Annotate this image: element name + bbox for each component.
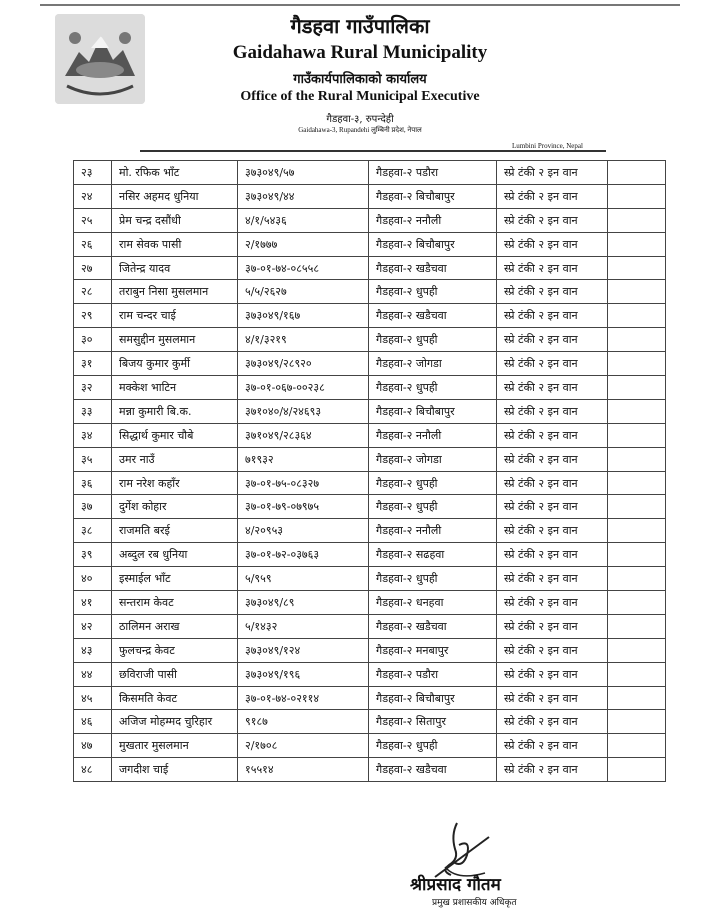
id-number-cell: ५/१४३२: [238, 614, 369, 638]
item-cell: स्प्रे टंकी २ इन वान: [497, 519, 608, 543]
address-cell: गैडहवा-२ धुपही: [369, 471, 497, 495]
address-cell: गैडहवा-२ जोगडा: [369, 352, 497, 376]
id-number-cell: ३७-०१-७४-०२११४: [238, 686, 369, 710]
blank-cell: [608, 184, 666, 208]
blank-cell: [608, 758, 666, 782]
name-cell: नसिर अहमद धुनिया: [112, 184, 238, 208]
blank-cell: [608, 328, 666, 352]
blank-cell: [608, 495, 666, 519]
name-cell: मो. रफिक भाँट: [112, 161, 238, 185]
name-cell: राजमति बरई: [112, 519, 238, 543]
table-row: [74, 232, 666, 256]
table-row: [74, 208, 666, 232]
address-cell: गैडहवा-२ सढहवा: [369, 543, 497, 567]
serial-number-cell: ४३: [74, 638, 112, 662]
item-cell: स्प्रे टंकी २ इन वान: [497, 638, 608, 662]
address-cell: गैडहवा-२ बिचौबापुर: [369, 184, 497, 208]
item-cell: स्प्रे टंकी २ इन वान: [497, 591, 608, 615]
blank-cell: [608, 710, 666, 734]
item-cell: स्प्रे टंकी २ इन वान: [497, 758, 608, 782]
name-cell: अब्दुल रब धुनिया: [112, 543, 238, 567]
address-cell: गैडहवा-२ धुपही: [369, 328, 497, 352]
table-row: [74, 638, 666, 662]
table-row: [74, 256, 666, 280]
address-cell: गैडहवा-२ खडैचवा: [369, 614, 497, 638]
name-cell: उमर नाउँ: [112, 447, 238, 471]
name-cell: फुलचन्द्र केवट: [112, 638, 238, 662]
blank-cell: [608, 662, 666, 686]
blank-cell: [608, 376, 666, 400]
item-cell: स्प्रे टंकी २ इन वान: [497, 543, 608, 567]
municipality-title-english: Gaidahawa Rural Municipality: [232, 42, 488, 63]
id-number-cell: ३७-०१-७२-०३७६३: [238, 543, 369, 567]
serial-number-cell: २९: [74, 304, 112, 328]
address-cell: गैडहवा-२ ननौली: [369, 423, 497, 447]
id-number-cell: ३७-०१-७५-०८३२७: [238, 471, 369, 495]
table-row: [74, 280, 666, 304]
serial-number-cell: ४०: [74, 567, 112, 591]
serial-number-cell: २६: [74, 232, 112, 256]
name-cell: सिद्धार्थ कुमार चौबे: [112, 423, 238, 447]
blank-cell: [608, 543, 666, 567]
item-cell: स्प्रे टंकी २ इन वान: [497, 328, 608, 352]
id-number-cell: ७१९३२: [238, 447, 369, 471]
serial-number-cell: ४१: [74, 591, 112, 615]
signatory-name: श्रीप्रसाद गौतम: [410, 875, 501, 895]
office-title-nepali: गाउँकार्यपालिकाको कार्यालय: [293, 72, 427, 87]
table-row: [74, 471, 666, 495]
address-cell: गैडहवा-२ धुपही: [369, 376, 497, 400]
item-cell: स्प्रे टंकी २ इन वान: [497, 184, 608, 208]
table-row: [74, 399, 666, 423]
item-cell: स्प्रे टंकी २ इन वान: [497, 423, 608, 447]
item-cell: स्प्रे टंकी २ इन वान: [497, 161, 608, 185]
office-title-english: Office of the Rural Municipal Executive: [240, 89, 480, 104]
serial-number-cell: ४४: [74, 662, 112, 686]
table-row: [74, 161, 666, 185]
name-cell: जगदीश चाई: [112, 758, 238, 782]
serial-number-cell: २८: [74, 280, 112, 304]
blank-cell: [608, 591, 666, 615]
serial-number-cell: ३१: [74, 352, 112, 376]
item-cell: स्प्रे टंकी २ इन वान: [497, 280, 608, 304]
serial-number-cell: ४६: [74, 710, 112, 734]
name-cell: मक्केश भाटिन: [112, 376, 238, 400]
serial-number-cell: ३०: [74, 328, 112, 352]
table-row: [74, 423, 666, 447]
name-cell: प्रेम चन्द्र दसौंधी: [112, 208, 238, 232]
blank-cell: [608, 304, 666, 328]
blank-cell: [608, 686, 666, 710]
serial-number-cell: ३४: [74, 423, 112, 447]
table-row: [74, 352, 666, 376]
serial-number-cell: २३: [74, 161, 112, 185]
name-cell: इस्माईल भाँट: [112, 567, 238, 591]
serial-number-cell: ३३: [74, 399, 112, 423]
blank-cell: [608, 734, 666, 758]
name-cell: छविराजी पासी: [112, 662, 238, 686]
blank-cell: [608, 567, 666, 591]
serial-number-cell: ३५: [74, 447, 112, 471]
id-number-cell: २/१७०८: [238, 734, 369, 758]
name-cell: राम चन्दर चाई: [112, 304, 238, 328]
serial-number-cell: ४५: [74, 686, 112, 710]
table-row: [74, 591, 666, 615]
nepal-emblem-logo: [55, 14, 145, 104]
blank-cell: [608, 256, 666, 280]
id-number-cell: ५/९५९: [238, 567, 369, 591]
name-cell: सन्तराम केवट: [112, 591, 238, 615]
name-cell: मन्ना कुमारी बि.क.: [112, 399, 238, 423]
address-cell: गैडहवा-२ पडौरा: [369, 662, 497, 686]
address-cell: गैडहवा-२ धनहवा: [369, 591, 497, 615]
name-cell: बिजय कुमार कुर्मी: [112, 352, 238, 376]
id-number-cell: ३७१०४९/२८३६४: [238, 423, 369, 447]
id-number-cell: २/१७७७: [238, 232, 369, 256]
name-cell: मुखतार मुसलमान: [112, 734, 238, 758]
blank-cell: [608, 208, 666, 232]
item-cell: स्प्रे टंकी २ इन वान: [497, 471, 608, 495]
id-number-cell: ३७१०४०/४/२४६९३: [238, 399, 369, 423]
item-cell: स्प्रे टंकी २ इन वान: [497, 232, 608, 256]
address-cell: गैडहवा-२ पडौरा: [369, 161, 497, 185]
item-cell: स्प्रे टंकी २ इन वान: [497, 686, 608, 710]
id-number-cell: १५५१४: [238, 758, 369, 782]
address-cell: गैडहवा-२ धुपही: [369, 734, 497, 758]
id-number-cell: ९१८७: [238, 710, 369, 734]
table-row: [74, 519, 666, 543]
item-cell: स्प्रे टंकी २ इन वान: [497, 256, 608, 280]
address-cell: गैडहवा-२ खडैचवा: [369, 758, 497, 782]
serial-number-cell: ३२: [74, 376, 112, 400]
table-row: [74, 614, 666, 638]
serial-number-cell: २७: [74, 256, 112, 280]
id-number-cell: ३७-०१-७४-०८५५८: [238, 256, 369, 280]
item-cell: स्प्रे टंकी २ इन वान: [497, 352, 608, 376]
id-number-cell: ३७३०४९/१९६: [238, 662, 369, 686]
address-cell: गैडहवा-२ सितापुर: [369, 710, 497, 734]
id-number-cell: ३७३०४९/४४: [238, 184, 369, 208]
name-cell: तराबुन निसा मुसलमान: [112, 280, 238, 304]
item-cell: स्प्रे टंकी २ इन वान: [497, 567, 608, 591]
serial-number-cell: २५: [74, 208, 112, 232]
item-cell: स्प्रे टंकी २ इन वान: [497, 376, 608, 400]
address-cell: गैडहवा-२ धुपही: [369, 280, 497, 304]
blank-cell: [608, 161, 666, 185]
item-cell: स्प्रे टंकी २ इन वान: [497, 614, 608, 638]
name-cell: किसमति केवट: [112, 686, 238, 710]
municipality-title-nepali: गैडहवा गाउँपालिका: [290, 14, 430, 38]
id-number-cell: ५/५/२६२७: [238, 280, 369, 304]
id-number-cell: ३७३०४९/५७: [238, 161, 369, 185]
table-row: [74, 686, 666, 710]
table-row: [74, 710, 666, 734]
serial-number-cell: ३८: [74, 519, 112, 543]
id-number-cell: ३७३०४९/१२४: [238, 638, 369, 662]
name-cell: ठालिमन अराख: [112, 614, 238, 638]
address-cell: गैडहवा-२ बिचौबापुर: [369, 399, 497, 423]
address-cell: गैडहवा-२ धुपही: [369, 567, 497, 591]
id-number-cell: ४/२०९५३: [238, 519, 369, 543]
item-cell: स्प्रे टंकी २ इन वान: [497, 399, 608, 423]
item-cell: स्प्रे टंकी २ इन वान: [497, 495, 608, 519]
name-cell: समसुद्दीन मुसलमान: [112, 328, 238, 352]
table-row: [74, 447, 666, 471]
blank-cell: [608, 471, 666, 495]
name-cell: दुर्गेश कोहार: [112, 495, 238, 519]
name-cell: राम सेवक पासी: [112, 232, 238, 256]
serial-number-cell: ४२: [74, 614, 112, 638]
address-cell: गैडहवा-२ ननौली: [369, 519, 497, 543]
address-cell: गैडहवा-२ खडैचवा: [369, 304, 497, 328]
province-label: Lumbini Province, Nepal: [512, 142, 583, 150]
address-cell: गैडहवा-२ बिचौबापुर: [369, 686, 497, 710]
address-full: Gaidahawa-3, Rupandehi लुम्बिनी प्रदेश, नेपाल: [298, 126, 422, 134]
table-row: [74, 662, 666, 686]
item-cell: स्प्रे टंकी २ इन वान: [497, 304, 608, 328]
blank-cell: [608, 519, 666, 543]
table-row: [74, 184, 666, 208]
id-number-cell: ३७-०१-०६७-००२३८: [238, 376, 369, 400]
address-cell: गैडहवा-२ खडैचवा: [369, 256, 497, 280]
blank-cell: [608, 352, 666, 376]
id-number-cell: ३७३०४९/२८९२०: [238, 352, 369, 376]
id-number-cell: ४/१/५४३६: [238, 208, 369, 232]
address-cell: गैडहवा-२ बिचौबापुर: [369, 232, 497, 256]
blank-cell: [608, 614, 666, 638]
address-cell: गैडहवा-२ मनबापुर: [369, 638, 497, 662]
serial-number-cell: ३९: [74, 543, 112, 567]
item-cell: स्प्रे टंकी २ इन वान: [497, 734, 608, 758]
table-row: [74, 543, 666, 567]
table-row: [74, 495, 666, 519]
item-cell: स्प्रे टंकी २ इन वान: [497, 208, 608, 232]
name-cell: जितेन्द्र यादव: [112, 256, 238, 280]
id-number-cell: ३७-०१-७९-०७९७५: [238, 495, 369, 519]
signatory-title: प्रमुख प्रशासकीय अधिकृत: [432, 898, 517, 908]
item-cell: स्प्रे टंकी २ इन वान: [497, 710, 608, 734]
table-row: [74, 304, 666, 328]
blank-cell: [608, 638, 666, 662]
id-number-cell: ४/१/३२१९: [238, 328, 369, 352]
table-row: [74, 734, 666, 758]
address-cell: गैडहवा-२ जोगडा: [369, 447, 497, 471]
id-number-cell: ३७३०४९/१६७: [238, 304, 369, 328]
blank-cell: [608, 232, 666, 256]
beneficiary-table: [73, 160, 666, 782]
item-cell: स्प्रे टंकी २ इन वान: [497, 447, 608, 471]
table-row: [74, 567, 666, 591]
blank-cell: [608, 447, 666, 471]
id-number-cell: ३७३०४९/८९: [238, 591, 369, 615]
item-cell: स्प्रे टंकी २ इन वान: [497, 662, 608, 686]
serial-number-cell: २४: [74, 184, 112, 208]
name-cell: राम नरेश कहाँर: [112, 471, 238, 495]
name-cell: अजिज मोहम्मद चुरिहार: [112, 710, 238, 734]
address-nepali: गैडहवा-३, रुपन्देही: [326, 114, 394, 125]
top-edge-line: [40, 4, 680, 6]
table-row: [74, 328, 666, 352]
address-cell: गैडहवा-२ ननौली: [369, 208, 497, 232]
serial-number-cell: ३७: [74, 495, 112, 519]
serial-number-cell: ४८: [74, 758, 112, 782]
header-divider: [140, 150, 606, 152]
address-cell: गैडहवा-२ धुपही: [369, 495, 497, 519]
blank-cell: [608, 399, 666, 423]
serial-number-cell: ३६: [74, 471, 112, 495]
table-row: [74, 376, 666, 400]
blank-cell: [608, 280, 666, 304]
serial-number-cell: ४७: [74, 734, 112, 758]
table-row: [74, 758, 666, 782]
blank-cell: [608, 423, 666, 447]
